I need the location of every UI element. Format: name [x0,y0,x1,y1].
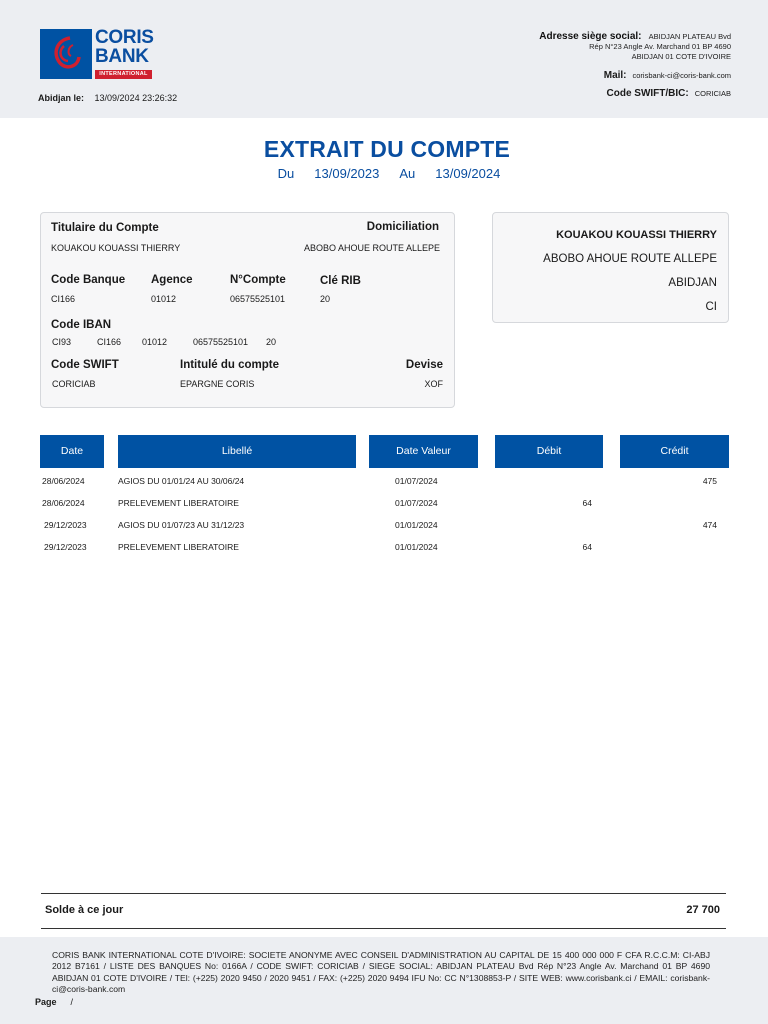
swift-bic-label: Code SWIFT/BIC: [606,88,689,99]
agency-value: 01012 [151,294,177,304]
row-credit: 474 [702,520,717,530]
balance-value: 27 700 [686,904,720,916]
recipient-line3: CI [705,301,717,313]
row-date: 28/06/2024 [42,498,85,508]
swift-code-value: CORICIAB [52,379,96,389]
recipient-name: KOUAKOU KOUASSI THIERRY [556,229,717,241]
row-libelle: PRELEVEMENT LIBERATOIRE [118,498,239,508]
column-header-date-valeur: Date Valeur [369,435,478,468]
mail-label: Mail: [603,70,627,81]
row-date: 28/06/2024 [42,476,85,486]
place-label: Abidjan le: [38,93,85,103]
bank-code-value: CI166 [51,294,76,304]
row-date: 29/12/2023 [44,520,87,530]
currency-label: Devise [405,359,443,371]
legal-notice: CORIS BANK INTERNATIONAL COTE D'IVOIRE: SOCIETE ANONYME AVEC CONSEIL D'ADMINISTRATION AU CAPITAL DE 15 400 000 000 F CFA R.C.C.M: CI-ABJ 2012 B7161 / LISTE DES BANQUES No: 0166A / CODE SWIFT: CORICIAB / SIEGE SOCIAL: ABIDJAN PLATEAU Bvd Rép N°23 Angle Av. Marchand 01 BP 4690 ABIDJAN 01 COTE D'IVOIRE / TEl: (+225) 2020 9450 / 2020 9451 / FAX: (+225) 2020 9494 IFU No: CC N°1308853-P / SITE WEB: www.corisbank.ci / EMAIL: corisbank-ci@coris-bank.com [52,950,710,995]
logo-text-coris: CORIS [95,27,154,48]
issue-datetime: 13/09/2024 23:26:32 [94,93,178,103]
logo-subtitle: INTERNATIONAL [95,70,152,79]
currency-value: XOF [424,379,443,389]
row-debit: 64 [582,542,592,552]
column-header-credit: Crédit [620,435,729,468]
row-debit: 64 [582,498,592,508]
mail-row [604,70,731,81]
swift-row [607,88,731,99]
mail-value: corisbank-ci@coris-bank.com [632,71,731,80]
holder-label: Titulaire du Compte [51,222,159,234]
account-details-card [40,212,455,408]
page-indicator [35,997,73,1007]
column-header-debit: Débit [495,435,603,468]
account-title-value: EPARGNE CORIS [180,379,255,389]
row-libelle: PRELEVEMENT LIBERATOIRE [118,542,239,552]
row-date-valeur: 01/07/2024 [395,476,438,486]
account-title-label: Intitulé du compte [180,359,280,371]
row-date-valeur: 01/01/2024 [395,520,438,530]
swift-code-label: Code SWIFT [51,359,119,371]
balance-label: Solde à ce jour [45,904,124,916]
table-row [0,476,768,498]
row-date: 29/12/2023 [44,542,87,552]
page-label: Page [35,997,57,1007]
table-row [0,498,768,520]
bank-code-label: Code Banque [51,274,126,286]
page-header [0,0,768,118]
period-from-label: Du [277,166,295,181]
recipient-line2: ABIDJAN [668,277,717,289]
domiciliation-label: Domiciliation [366,221,439,233]
iban-part-account: 06575525101 [193,337,249,347]
table-row [0,542,768,564]
rib-key-label: Clé RIB [320,275,361,287]
row-date-valeur: 01/07/2024 [395,498,438,508]
row-date-valeur: 01/01/2024 [395,542,438,552]
iban-part-key: 20 [266,337,277,347]
domiciliation-value: ABOBO AHOUE ROUTE ALLEPE [303,243,440,253]
period-to: 13/09/2024 [435,166,501,181]
iban-label: Code IBAN [51,319,112,331]
column-header-date: Date [40,435,104,468]
logo-text-bank: BANK [95,46,149,67]
address-line3: ABIDJAN 01 COTE D'IVOIRE [631,52,731,61]
iban-part-agency: 01012 [142,337,168,347]
recipient-address-card [492,212,729,323]
table-row [0,520,768,542]
account-number-label: N°Compte [230,274,286,286]
place-date [38,93,177,103]
coris-bank-logo [40,29,152,79]
page-footer [0,937,768,1024]
iban-part-country: CI93 [52,337,72,347]
swift-bic-value: CORICIAB [694,89,731,98]
row-libelle: AGIOS DU 01/01/24 AU 30/06/24 [118,476,245,486]
recipient-line1: ABOBO AHOUE ROUTE ALLEPE [543,253,717,265]
logo-swoosh-icon [40,29,92,79]
rib-key-value: 20 [320,294,331,304]
document-title: EXTRAIT DU COMPTE [263,136,511,162]
address-line2: Rép N°23 Angle Av. Marchand 01 BP 4690 [589,42,731,51]
row-libelle: AGIOS DU 01/07/23 AU 31/12/23 [118,520,245,530]
column-header-libelle: Libellé [118,435,356,468]
balance-row [41,893,726,929]
period-to-label: Au [399,166,416,181]
statement-period [0,166,768,181]
head-office-address [539,32,731,62]
row-credit: 475 [702,476,717,486]
iban-part-bank: CI166 [97,337,122,347]
page-separator: / [70,997,74,1007]
period-from: 13/09/2023 [314,166,380,181]
agency-label: Agence [151,274,193,286]
holder-value: KOUAKOU KOUASSI THIERRY [51,243,181,253]
account-number-value: 06575525101 [230,294,286,304]
address-label: Adresse siège social: [539,31,642,42]
address-line1: ABIDJAN PLATEAU Bvd [648,32,731,41]
